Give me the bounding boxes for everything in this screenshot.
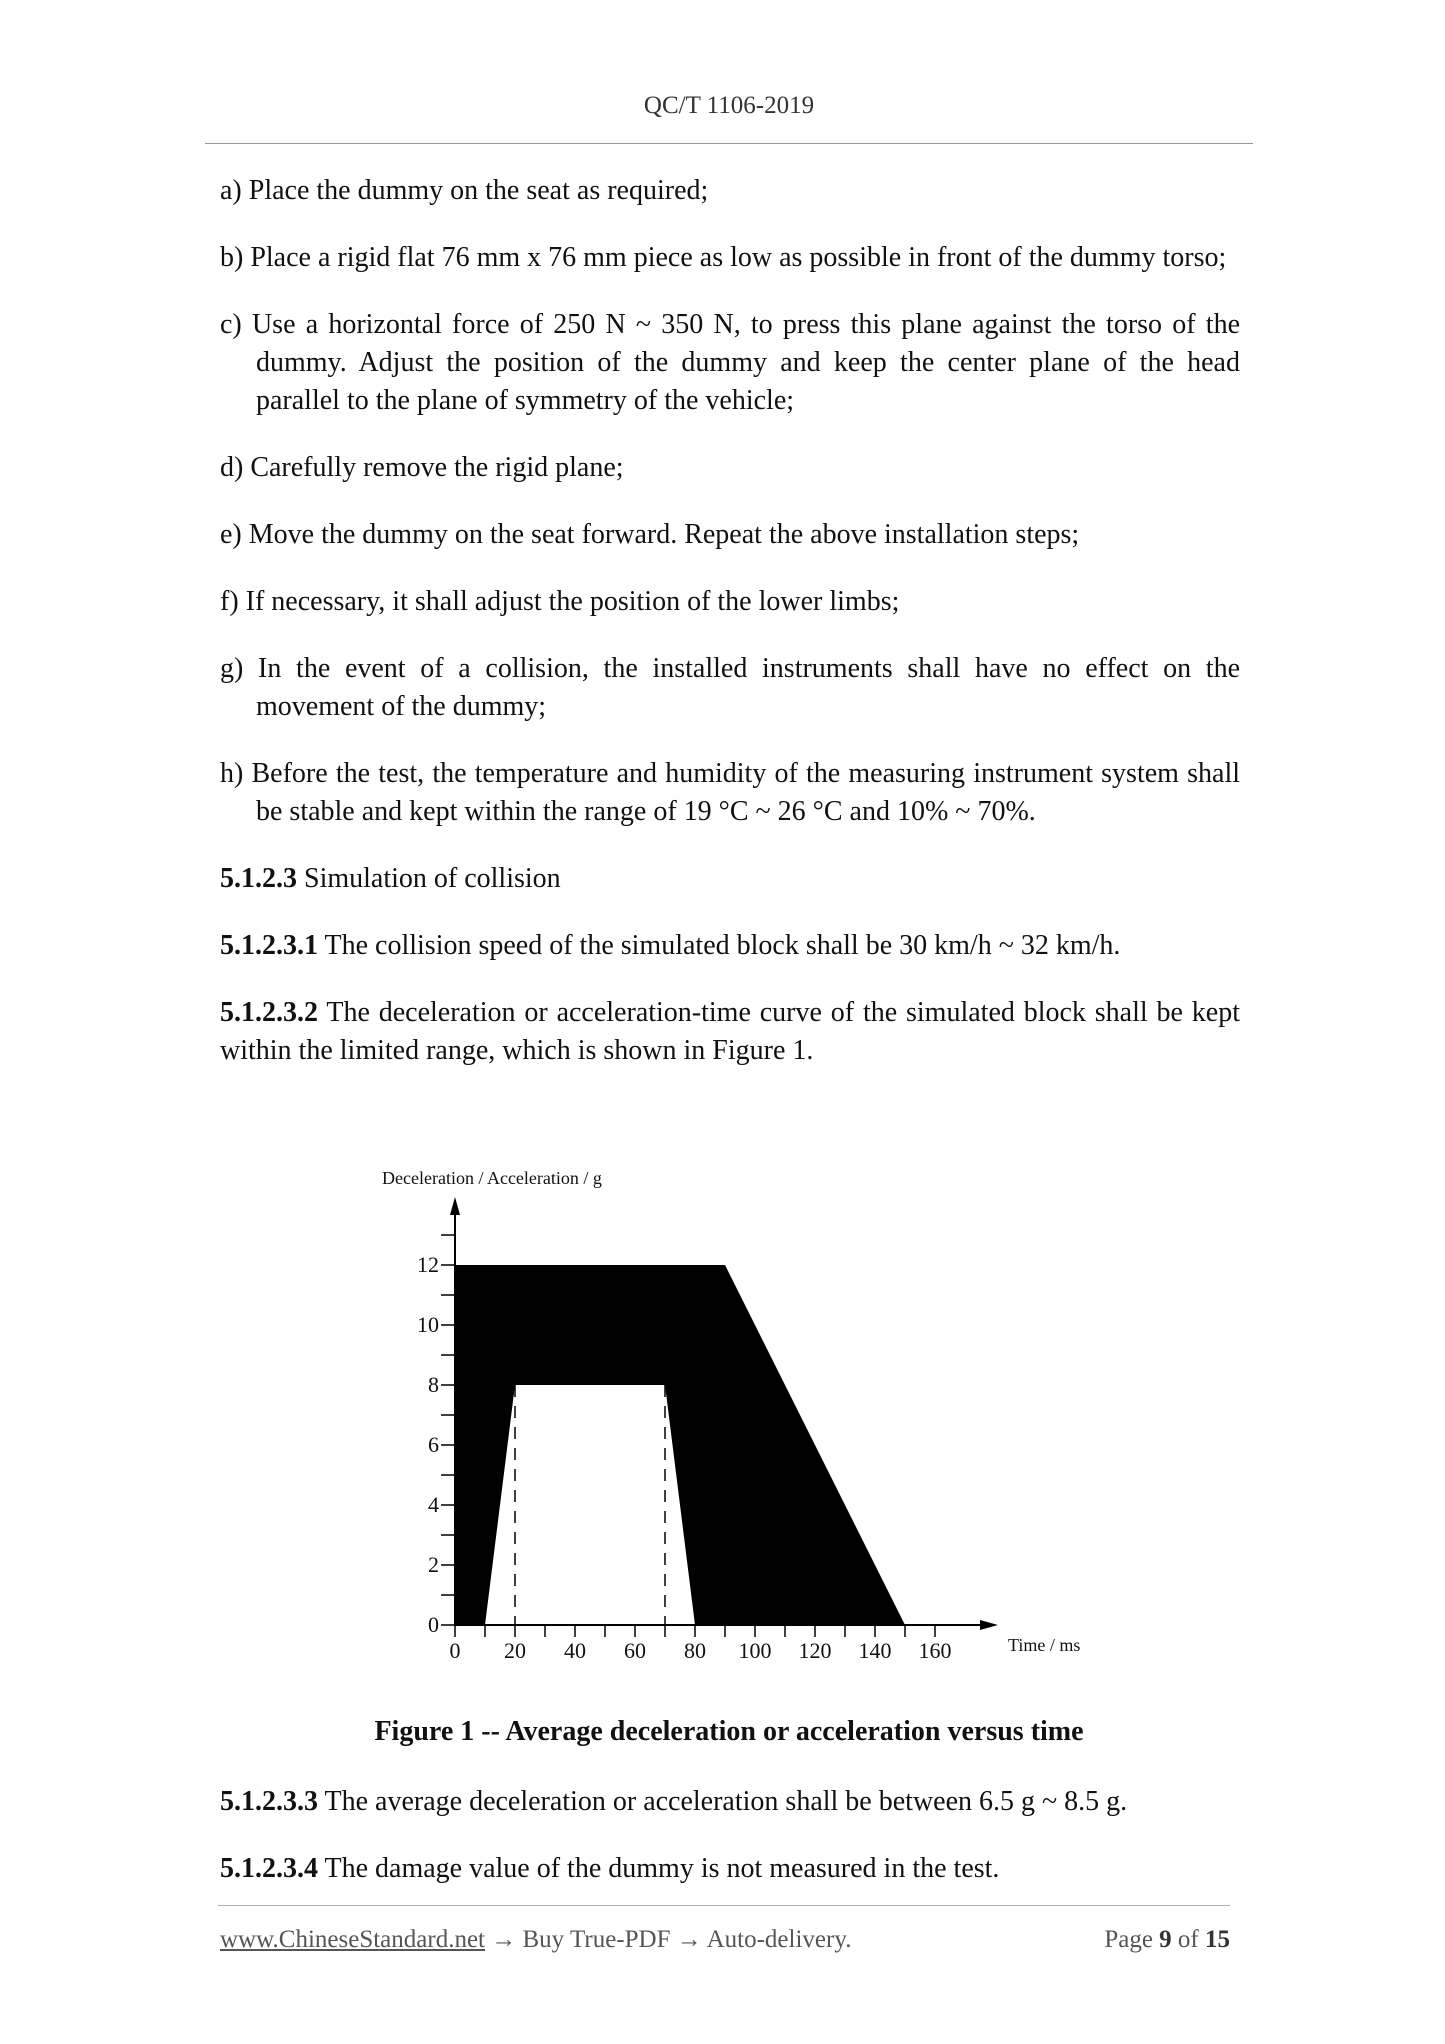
website-link[interactable]: www.ChineseStandard.net bbox=[220, 1926, 485, 1953]
clause-number: 5.1.2.3.1 bbox=[220, 930, 318, 961]
x-tick-label: 60 bbox=[624, 1638, 646, 1663]
of-word: of bbox=[1177, 1926, 1199, 1953]
list-item-g: g) In the event of a collision, the installed instruments shall have no effect on the movement of the dummy; bbox=[220, 653, 1240, 722]
footer-links bbox=[220, 1926, 851, 1954]
clause-number: 5.1.2.3.2 bbox=[220, 997, 318, 1028]
clause-text: The collision speed of the simulated block shall be 30 km/h ~ 32 km/h. bbox=[324, 930, 1121, 961]
clause-number: 5.1.2.3.3 bbox=[220, 1786, 318, 1817]
clause-5-1-2-3-4 bbox=[220, 1850, 1240, 1888]
clause-text: The damage value of the dummy is not measured in the test. bbox=[324, 1853, 1000, 1884]
clause-number: 5.1.2.3 bbox=[220, 863, 297, 894]
x-tick-label: 140 bbox=[858, 1638, 892, 1663]
page-current: 9 bbox=[1159, 1926, 1172, 1953]
page-word: Page bbox=[1104, 1926, 1153, 1953]
list-item-d: d) Carefully remove the rigid plane; bbox=[220, 452, 624, 483]
arrow-right-icon: → bbox=[491, 1926, 517, 1953]
y-tick-label: 6 bbox=[428, 1432, 439, 1457]
x-tick-label: 40 bbox=[564, 1638, 586, 1663]
auto-delivery-text: Auto-delivery. bbox=[706, 1926, 852, 1953]
x-tick-label: 100 bbox=[738, 1638, 772, 1663]
x-tick-label: 160 bbox=[918, 1638, 952, 1663]
y-axis-arrow bbox=[450, 1197, 460, 1215]
y-tick-label: 12 bbox=[417, 1252, 439, 1277]
x-tick-label: 120 bbox=[798, 1638, 832, 1663]
x-tick-label: 80 bbox=[684, 1638, 706, 1663]
main-content bbox=[220, 172, 1240, 1099]
y-tick-label: 4 bbox=[428, 1492, 439, 1517]
clause-number: 5.1.2.3.4 bbox=[220, 1853, 318, 1884]
clause-5-1-2-3-3 bbox=[220, 1783, 1240, 1821]
page-total: 15 bbox=[1205, 1926, 1230, 1953]
y-tick-label: 0 bbox=[428, 1612, 439, 1637]
clause-5-1-2-3-2 bbox=[220, 994, 1240, 1070]
document-header: QC/T 1106-2019 bbox=[643, 92, 815, 119]
y-tick-label: 8 bbox=[428, 1372, 439, 1397]
clause-text: The deceleration or acceleration-time curve of the simulated block shall be kept within the limited range, which is shown in Figure 1. bbox=[220, 997, 1241, 1066]
x-tick-label: 0 bbox=[449, 1638, 461, 1663]
figure-caption: Figure 1 -- Average deceleration or acceleration versus time bbox=[374, 1716, 1084, 1747]
main-content-continued bbox=[220, 1783, 1240, 1917]
list-item-f: f) If necessary, it shall adjust the position of the lower limbs; bbox=[220, 586, 900, 617]
arrow-right-icon: → bbox=[676, 1926, 702, 1953]
list-item-b: b) Place a rigid flat 76 mm x 76 mm piece as low as possible in front of the dummy torso; bbox=[220, 242, 1227, 273]
page-number bbox=[1104, 1926, 1230, 1954]
x-axis-label: Time / ms bbox=[1008, 1635, 1081, 1655]
list-item-c: c) Use a horizontal force of 250 N ~ 350 N, to press this plane against the torso of the dummy. Adjust the position of the dummy and keep the center plane of the head parallel to the plane of symmetry of the vehicle; bbox=[220, 309, 1240, 416]
clause-text: The average deceleration or acceleration shall be between 6.5 g ~ 8.5 g. bbox=[324, 1786, 1128, 1817]
y-tick-label: 2 bbox=[428, 1552, 439, 1577]
list-item-a: a) Place the dummy on the seat as required; bbox=[220, 175, 709, 206]
lower-boundary-area bbox=[485, 1385, 695, 1625]
figure-1-chart bbox=[370, 1160, 1090, 1680]
list-item-h: h) Before the test, the temperature and humidity of the measuring instrument system shall be stable and kept within the range of 19 °C ~ 26 °C and 10% ~ 70%. bbox=[220, 758, 1240, 827]
header-divider bbox=[205, 143, 1253, 144]
x-tick-label: 20 bbox=[504, 1638, 526, 1663]
x-axis-arrow bbox=[980, 1620, 998, 1630]
clause-text: Simulation of collision bbox=[304, 863, 561, 894]
chart-svg bbox=[370, 1160, 1090, 1680]
list-item-e: e) Move the dummy on the seat forward. Repeat the above installation steps; bbox=[220, 519, 1080, 550]
footer-divider bbox=[218, 1905, 1230, 1906]
page-footer bbox=[220, 1926, 1230, 1954]
clause-5-1-2-3 bbox=[220, 860, 1240, 898]
clause-5-1-2-3-1 bbox=[220, 927, 1240, 965]
y-axis-label: Deceleration / Acceleration / g bbox=[382, 1168, 602, 1188]
buy-pdf-text: Buy True-PDF bbox=[522, 1926, 671, 1953]
y-tick-label: 10 bbox=[417, 1312, 439, 1337]
